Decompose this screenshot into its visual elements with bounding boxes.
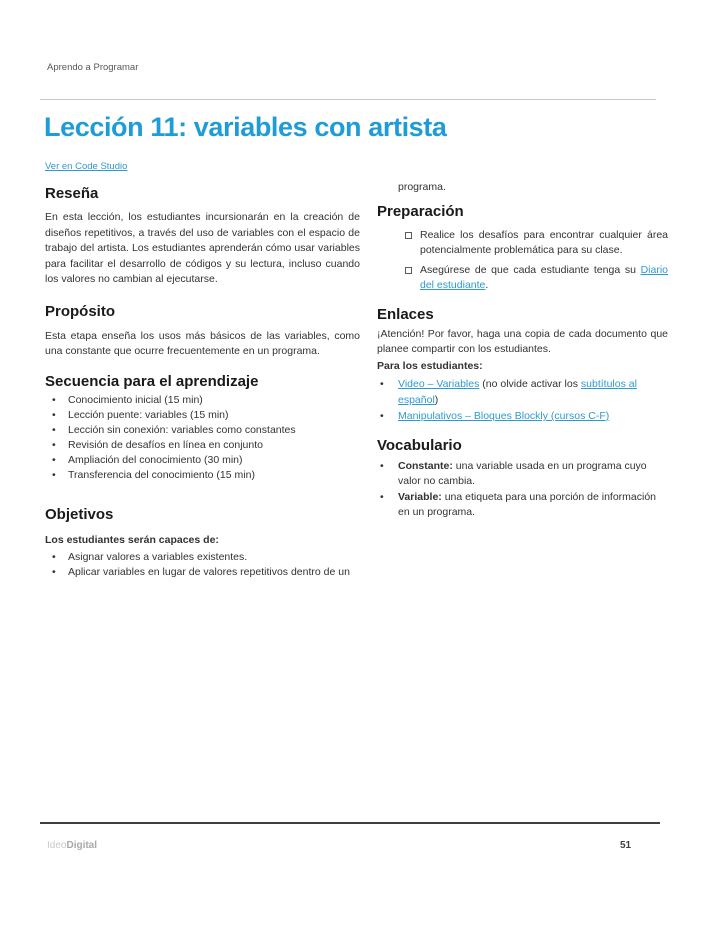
vocabulario-heading: Vocabulario: [377, 437, 462, 454]
page-number: 51: [620, 840, 632, 851]
left-column: [45, 180, 360, 580]
running-header: Aprendo a Programar: [47, 62, 139, 73]
secuencia-heading: Secuencia para el aprendizaje: [45, 372, 259, 390]
footer-brand: [47, 840, 97, 851]
enlaces-heading: Enlaces: [377, 305, 434, 323]
preparacion-list: [377, 228, 668, 293]
preparacion-heading: Preparación: [377, 202, 464, 220]
checklist-item-text: Realice los desafíos para encontrar cualquier área potencialmente problemática para su clase.: [420, 228, 668, 256]
list-item: [377, 408, 668, 424]
objetivos-list: [45, 550, 360, 580]
objetivos-heading: Objetivos: [45, 505, 114, 523]
proposito-body: Esta etapa enseña los usos más básicos de las variables, como una constante que ocurre frecuentemente en un programa.: [45, 329, 360, 357]
list-item: • Lección puente: variables (15 min): [45, 408, 360, 423]
vocabulario-list: [377, 459, 668, 520]
checklist-item-text-end: .: [485, 278, 489, 291]
list-item: • Ampliación del conocimiento (30 min): [45, 453, 360, 468]
checklist-item-text-lead: Asegúrese de que cada estudiante tenga su: [420, 263, 641, 276]
objetivos-continuation: programa.: [398, 181, 446, 193]
manipulativos-blockly-link[interactable]: Manipulativos – Bloques Blockly (cursos C-F): [398, 410, 610, 422]
footer-divider: [40, 822, 660, 824]
list-item: [377, 459, 668, 489]
video-variables-link[interactable]: Video – Variables: [398, 378, 480, 390]
footer-brand-light: Ideo: [47, 840, 67, 851]
list-item-text: ): [434, 394, 439, 406]
checklist-item-text: [420, 263, 668, 293]
list-item: • Transferencia del conocimiento (15 min): [45, 468, 360, 483]
header-divider: [40, 99, 656, 100]
checkbox-icon: [405, 232, 412, 239]
vocab-term: Constante:: [398, 460, 453, 472]
vocab-definition: una variable usada en un programa cuyo valor no cambia.: [398, 460, 647, 487]
enlaces-list: [377, 376, 668, 424]
page-title: Lección 11: variables con artista: [44, 112, 447, 142]
vocab-definition: una etiqueta para una porción de información en un programa.: [398, 491, 657, 518]
resena-body: En esta lección, los estudiantes incursionarán en la creación de diseños repetitivos, a través del uso de variables con el espacio de trabajo del artista. Los estudiantes aprenderán cómo usar variables para facilitar el desarrollo de códigos y su lectura, incluso cuando los valores no cambian al ejecutarse.: [45, 211, 360, 285]
diario-del-estudiante-link[interactable]: Diario del estudiante: [420, 263, 668, 291]
enlaces-students-lead: Para los estudiantes:: [377, 359, 483, 372]
content-columns: [45, 180, 668, 580]
list-item: [377, 490, 668, 520]
secuencia-list: [45, 393, 360, 483]
list-item: • Conocimiento inicial (15 min): [45, 393, 360, 408]
enlaces-notice: ¡Atención! Por favor, haga una copia de cada documento que planee compartir con los estudiantes.: [377, 327, 668, 355]
vocab-term: Variable:: [398, 491, 442, 503]
subtitulos-espanol-link[interactable]: subtítulos al español: [398, 378, 637, 406]
list-item: • Asignar valores a variables existentes.: [45, 550, 360, 565]
checklist-item: [377, 263, 668, 293]
checkbox-icon: [405, 267, 412, 274]
checklist-item: [377, 228, 668, 258]
footer-brand-bold: Digital: [66, 840, 98, 851]
list-item: • Aplicar variables en lugar de valores repetitivos dentro de un: [45, 565, 360, 580]
list-item: • Revisión de desafíos en línea en conjunto: [45, 438, 360, 453]
list-item: • Lección sin conexión: variables como constantes: [45, 423, 360, 438]
list-item: [377, 376, 668, 408]
proposito-heading: Propósito: [45, 302, 115, 320]
code-studio-link[interactable]: Ver en Code Studio: [45, 161, 128, 172]
list-item-text: (no olvide activar los: [479, 378, 581, 390]
resena-heading: Reseña: [45, 185, 99, 202]
right-column: [377, 180, 668, 580]
objetivos-lead: Los estudiantes serán capaces de:: [45, 533, 219, 546]
